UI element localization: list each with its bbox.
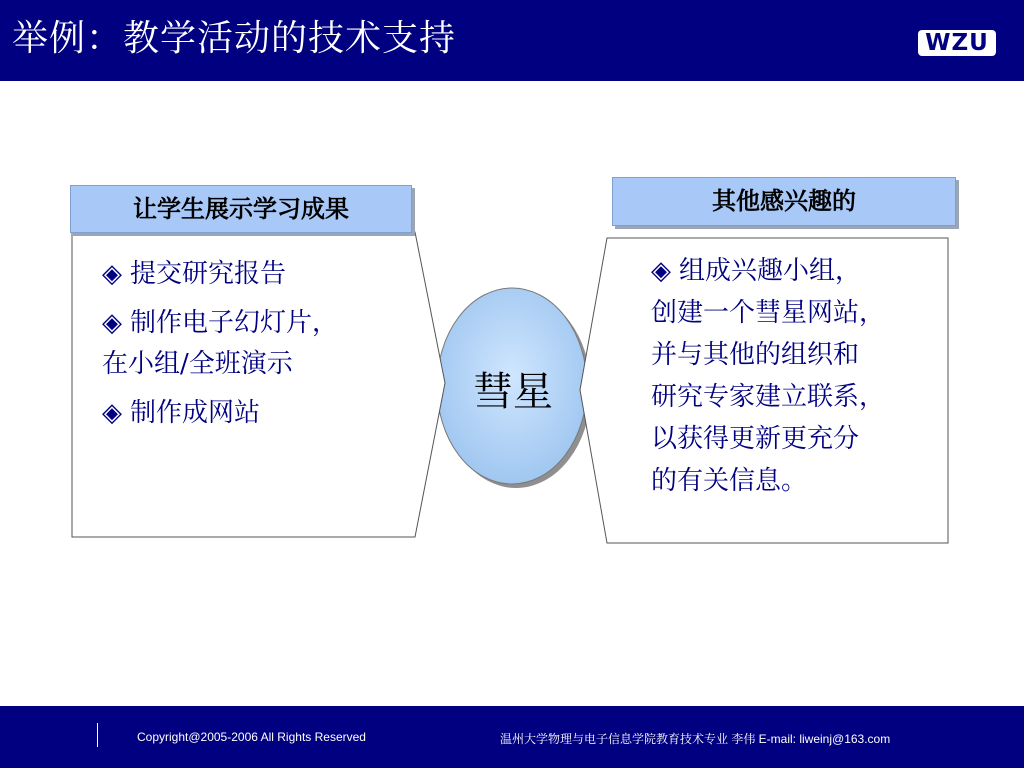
- text-line: [651, 250, 941, 292]
- list-item-text: 制作成网站: [130, 398, 261, 428]
- list-item: [102, 254, 402, 295]
- logo-text: WZU: [925, 30, 989, 56]
- text-line: 并与其他的组织和: [651, 340, 860, 370]
- left-panel-heading: 让学生展示学习成果: [70, 185, 412, 233]
- diamond-bullet-icon: ◈: [102, 398, 122, 428]
- text-line: 的有关信息。: [651, 466, 808, 496]
- diamond-bullet-icon: ◈: [102, 259, 122, 289]
- diamond-bullet-icon: ◈: [102, 308, 122, 338]
- list-item: [102, 303, 402, 385]
- footer-copyright: Copyright@2005-2006 All Rights Reserved: [137, 730, 366, 744]
- text-line: 创建一个彗星网站，: [651, 298, 886, 328]
- left-panel-list: [102, 254, 402, 442]
- list-item-text: 制作电子幻灯片，: [130, 308, 339, 338]
- slide-title: 举例：教学活动的技术支持: [12, 18, 457, 59]
- text-line: 以获得更新更充分: [651, 424, 860, 454]
- center-label: 彗星: [473, 369, 553, 415]
- diamond-bullet-icon: ◈: [651, 256, 671, 286]
- right-panel-text: [651, 250, 941, 502]
- list-item: [102, 393, 402, 434]
- text-line-content: 组成兴趣小组，: [679, 256, 862, 286]
- list-item-text: 在小组/全班演示: [102, 349, 293, 379]
- text-line: 研究专家建立联系，: [651, 382, 886, 412]
- list-item-text: 提交研究报告: [130, 259, 287, 289]
- footer-divider: [97, 723, 98, 747]
- right-panel-heading: 其他感兴趣的: [612, 177, 956, 226]
- footer-author-info: 温州大学物理与电子信息学院教育技术专业 李伟 E-mail: liweinj@163.com: [500, 732, 891, 746]
